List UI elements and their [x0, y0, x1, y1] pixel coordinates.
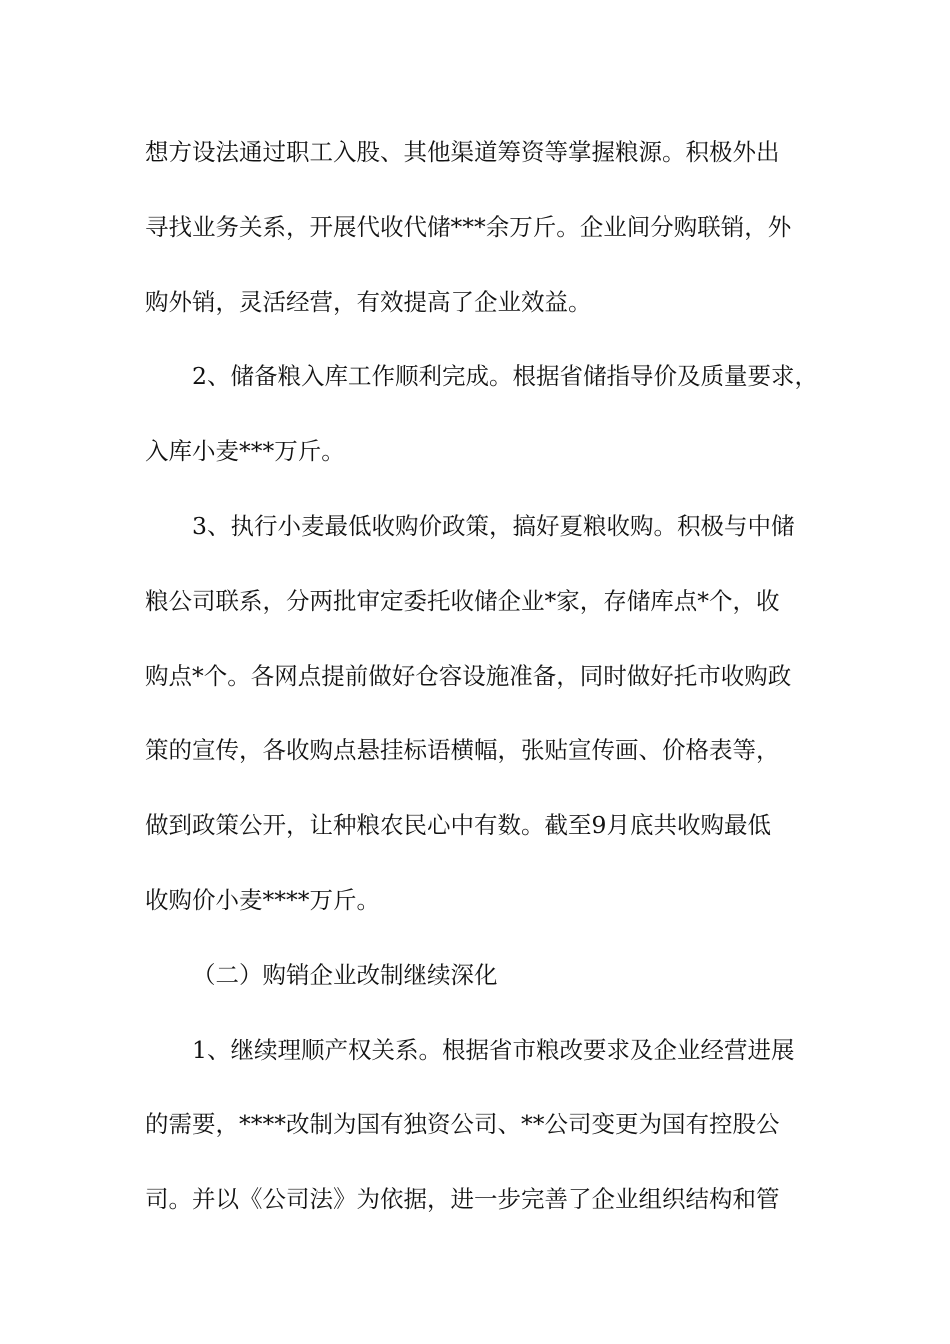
- text-line-14: 的需要，****改制为国有独资公司、**公司变更为国有控股公: [145, 1110, 780, 1138]
- text-line-11: 收购价小麦****万斤。: [145, 886, 380, 914]
- text-line-7: 粮公司联系，分两批审定委托收储企业*家，存储库点*个，收: [145, 587, 780, 615]
- text-line-15: 司。并以《公司法》为依据，进一步完善了企业组织结构和管: [145, 1185, 780, 1213]
- text-line-9: 策的宣传，各收购点悬挂标语横幅，张贴宣传画、价格表等，: [145, 736, 780, 764]
- text-line-8: 购点*个。各网点提前做好仓容设施准备，同时做好托市收购政: [145, 662, 792, 690]
- text-line-5: 入库小麦***万斤。: [145, 437, 345, 465]
- text-line-10: 做到政策公开，让种粮农民心中有数。截至9月底共收购最低: [145, 811, 771, 839]
- text-line-13: 1、继续理顺产权关系。根据省市粮改要求及企业经营进展: [192, 1036, 795, 1064]
- text-line-4: 2、储备粮入库工作顺利完成。根据省储指导价及质量要求，: [192, 362, 818, 390]
- text-line-3: 购外销，灵活经营，有效提高了企业效益。: [145, 288, 592, 316]
- text-line-6: 3、执行小麦最低收购价政策，搞好夏粮收购。积极与中储: [192, 512, 795, 540]
- text-line-1: 想方设法通过职工入股、其他渠道筹资等掌握粮源。积极外出: [145, 138, 780, 166]
- section-heading: （二）购销企业改制继续深化: [192, 961, 498, 989]
- text-line-2: 寻找业务关系，开展代收代储***余万斤。企业间分购联销，外: [145, 213, 792, 241]
